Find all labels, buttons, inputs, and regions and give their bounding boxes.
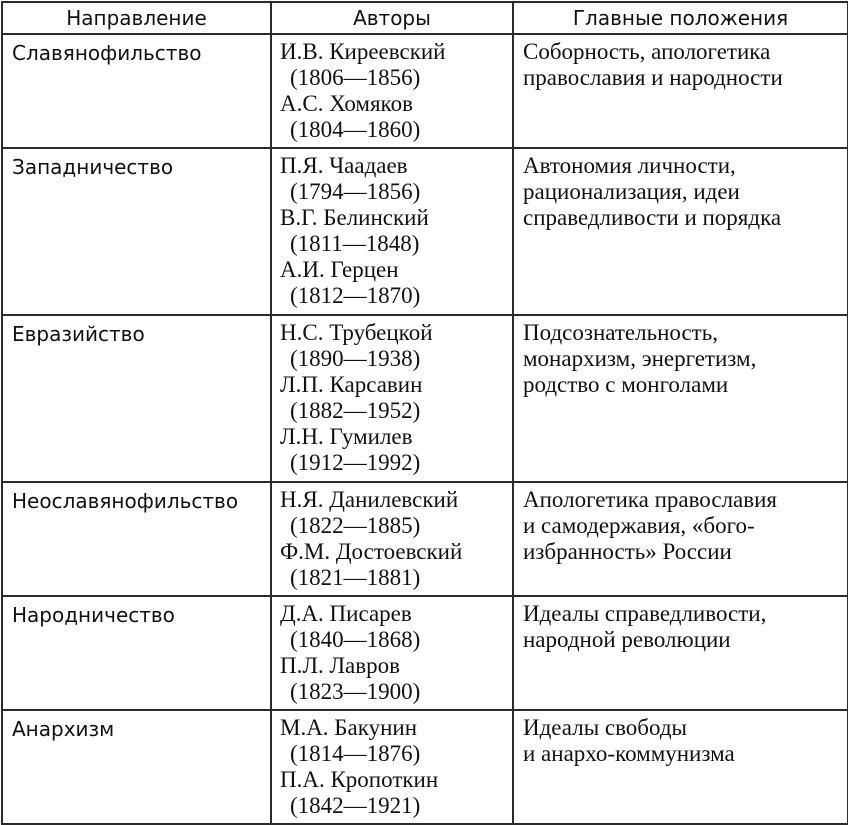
author-name: А.С. Хомяков (280, 91, 413, 116)
direction-cell: Неославянофильство (2, 482, 271, 596)
direction-cell: Евразийство (2, 315, 271, 482)
header-ideas: Главные положения (513, 2, 848, 34)
ideas-cell: Идеалы справедливости, народной революции (513, 596, 848, 710)
direction-cell: Народничество (2, 596, 271, 710)
author-dates: (1840—1868) (290, 627, 421, 652)
author-name: П.Я. Чаадаев (280, 153, 408, 178)
authors-cell (271, 148, 513, 315)
table-row (2, 596, 848, 710)
table-row (2, 34, 848, 148)
author-name: Л.П. Карсавин (280, 372, 423, 397)
author-name: П.Л. Лавров (280, 653, 400, 678)
direction-cell: Славянофильство (2, 34, 271, 148)
ideas-cell: Идеалы свободы и анархо-коммунизма (513, 710, 848, 824)
direction-cell: Анархизм (2, 710, 271, 824)
author-name: Д.А. Писарев (280, 601, 412, 626)
authors-cell (271, 482, 513, 596)
author-dates: (1812—1870) (290, 283, 421, 308)
author-dates: (1882—1952) (290, 398, 421, 423)
table-row (2, 710, 848, 824)
header-authors: Авторы (271, 2, 513, 34)
authors-cell (271, 596, 513, 710)
author-dates: (1890—1938) (290, 346, 421, 371)
author-dates: (1822—1885) (290, 513, 421, 538)
author-dates: (1814—1876) (290, 741, 421, 766)
author-name: Н.С. Трубецкой (280, 320, 433, 345)
ideas-cell: Соборность, апологетика православия и народности (513, 34, 848, 148)
author-name: П.А. Кропоткин (280, 767, 439, 792)
header-row (2, 2, 848, 34)
author-dates: (1806—1856) (290, 65, 421, 90)
authors-cell (271, 710, 513, 824)
author-name: В.Г. Белинский (280, 205, 429, 230)
direction-cell: Западничество (2, 148, 271, 315)
table-row (2, 315, 848, 482)
authors-cell (271, 34, 513, 148)
table-header (2, 2, 848, 34)
philosophy-directions-table (1, 1, 848, 825)
author-dates: (1912—1992) (290, 450, 421, 475)
table-row (2, 482, 848, 596)
table-row (2, 148, 848, 315)
author-name: Л.Н. Гумилев (280, 424, 413, 449)
author-dates: (1842—1921) (290, 793, 421, 818)
author-dates: (1821—1881) (290, 565, 421, 590)
ideas-cell: Апологетика православия и самодержавия, «бого- избранность» России (513, 482, 848, 596)
author-name: И.В. Киреевский (280, 39, 446, 64)
author-name: М.А. Бакунин (280, 715, 418, 740)
author-name: Ф.М. Достоевский (280, 539, 463, 564)
ideas-cell: Автономия личности, рационализация, идеи справедливости и порядка (513, 148, 848, 315)
author-dates: (1794—1856) (290, 179, 421, 204)
header-direction: Направление (2, 2, 271, 34)
table-body (2, 34, 848, 824)
author-dates: (1804—1860) (290, 117, 421, 142)
authors-cell (271, 315, 513, 482)
author-dates: (1811—1848) (290, 231, 420, 256)
author-dates: (1823—1900) (290, 679, 421, 704)
author-name: А.И. Герцен (280, 257, 399, 282)
ideas-cell: Подсознательность, монархизм, энергетизм, родство с монголами (513, 315, 848, 482)
author-name: Н.Я. Данилевский (280, 487, 459, 512)
